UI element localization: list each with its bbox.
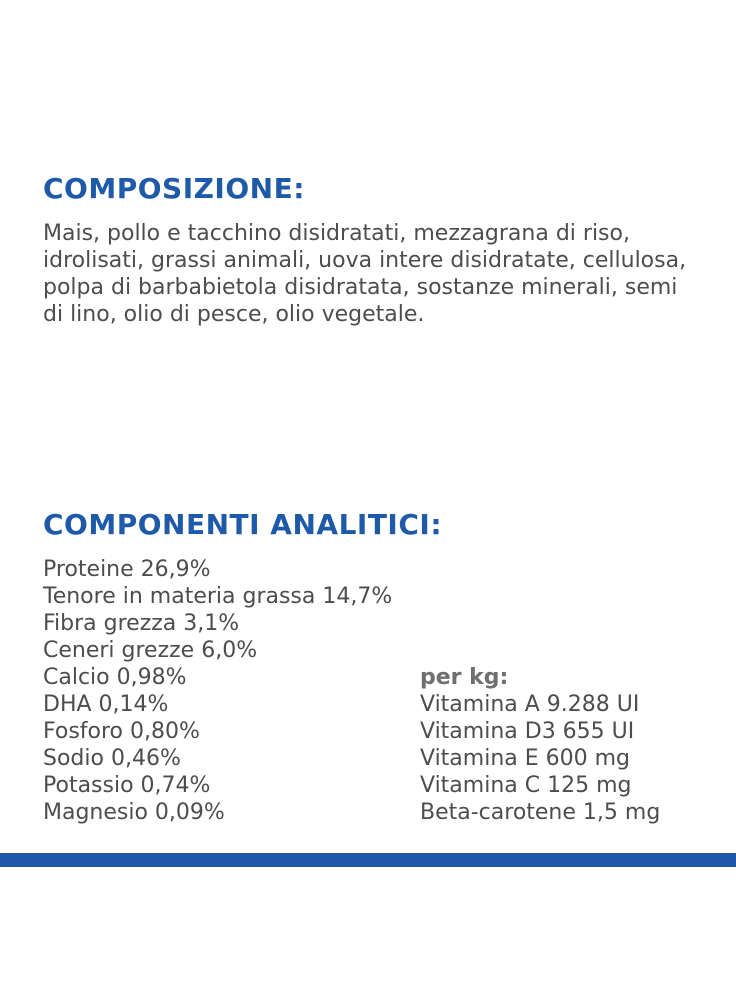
list-item: Calcio 0,98% [43,665,187,690]
bottom-band [0,853,736,867]
list-item: Vitamina C 125 mg [420,773,632,798]
list-item: Tenore in materia grassa 14,7% [43,584,393,609]
composizione-text: Mais, pollo e tacchino disidratati, mezzagrana di riso, idrolisati, grassi animali, uova intere disidratate, cellulosa, polpa di barbabietola disidratata, sostanze minerali, semi di lino, olio di pesce, olio vegetale. [43,221,687,327]
composizione-heading: COMPOSIZIONE: [43,172,305,205]
list-item: DHA 0,14% [43,692,169,717]
componenti-analitici-heading: COMPONENTI ANALITICI: [43,508,443,541]
list-item: Ceneri grezze 6,0% [43,638,258,663]
list-item: Vitamina E 600 mg [420,746,631,771]
list-item: Proteine 26,9% [43,557,211,582]
list-item: Fibra grezza 3,1% [43,611,240,636]
vitamins-list [420,664,660,826]
list-item: Vitamina D3 655 UI [420,719,635,744]
list-item: Beta-carotene 1,5 mg [420,800,661,825]
list-item: Potassio 0,74% [43,773,211,798]
list-item: Fosforo 0,80% [43,719,200,744]
list-item: Magnesio 0,09% [43,800,225,825]
list-item: Sodio 0,46% [43,746,181,771]
list-item: Vitamina A 9.288 UI [420,692,640,717]
analytic-components-list [43,556,392,826]
per-kg-label: per kg: [420,665,509,690]
